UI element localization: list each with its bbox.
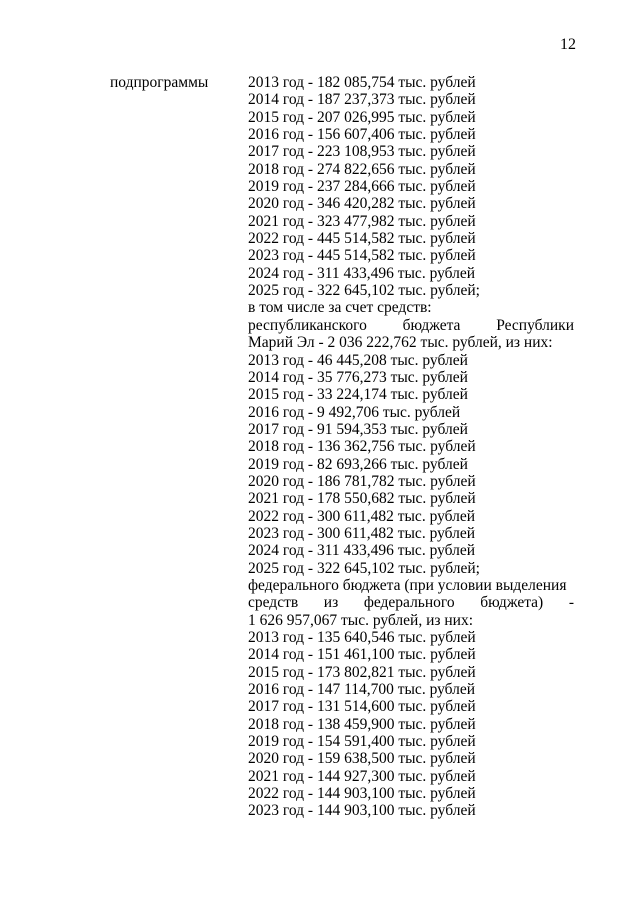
republican-year-line: 2023 год - 300 611,482 тыс. рублей (248, 524, 476, 542)
republican-year-line: 2022 год - 300 611,482 тыс. рублей (248, 507, 476, 525)
heading-word: - (568, 594, 574, 612)
republican-year-line: 2015 год - 33 224,174 тыс. рублей (248, 386, 468, 404)
heading-word: средств (248, 594, 299, 612)
total-year-line: 2016 год - 156 607,406 тыс. рублей (248, 126, 476, 144)
federal-year-line: 2015 год - 173 802,821 тыс. рублей (248, 663, 476, 681)
republican-year-line: 2024 год - 311 433,496 тыс. рублей (248, 542, 476, 560)
federal-heading-line3: 1 626 957,067 тыс. рублей, из них: (248, 611, 474, 629)
total-year-line: 2022 год - 445 514,582 тыс. рублей (248, 230, 476, 248)
republican-year-line: 2016 год - 9 492,706 тыс. рублей (248, 403, 461, 421)
total-year-line: 2025 год - 322 645,102 тыс. рублей; (248, 282, 480, 300)
federal-year-line: 2022 год - 144 903,100 тыс. рублей (248, 785, 476, 803)
republican-year-line: 2020 год - 186 781,782 тыс. рублей (248, 472, 476, 490)
including-heading: в том числе за счет средств: (248, 299, 432, 317)
total-year-line: 2013 год - 182 085,754 тыс. рублей (248, 74, 476, 91)
federal-year-line: 2013 год - 135 640,546 тыс. рублей (248, 629, 476, 646)
federal-year-line: 2020 год - 159 638,500 тыс. рублей (248, 750, 476, 768)
republican-budget-section (248, 317, 574, 577)
total-funding-list (248, 74, 574, 299)
heading-word: бюджета) (480, 594, 544, 612)
federal-year-line: 2014 год - 151 461,100 тыс. рублей (248, 646, 476, 664)
federal-budget-section (248, 577, 574, 820)
total-year-line: 2018 год - 274 822,656 тыс. рублей (248, 160, 476, 178)
heading-word: бюджета (402, 316, 461, 334)
republican-year-line: 2014 год - 35 776,273 тыс. рублей (248, 368, 468, 386)
federal-heading-line2 (248, 594, 574, 611)
republican-year-line: 2017 год - 91 594,353 тыс. рублей (248, 420, 468, 438)
total-year-line: 2023 год - 445 514,582 тыс. рублей (248, 247, 476, 265)
republican-heading-line1 (248, 317, 574, 334)
heading-word: из (323, 594, 339, 612)
total-year-line: 2021 год - 323 477,982 тыс. рублей (248, 212, 476, 230)
funding-content (248, 74, 574, 820)
federal-year-line: 2017 год - 131 514,600 тыс. рублей (248, 698, 476, 716)
total-year-line: 2020 год - 346 420,282 тыс. рублей (248, 195, 476, 213)
total-year-line: 2019 год - 237 284,666 тыс. рублей (248, 178, 476, 196)
federal-year-line: 2016 год - 147 114,700 тыс. рублей (248, 681, 476, 699)
federal-heading-line1: федерального бюджета (при условии выделения (248, 576, 567, 594)
total-year-line: 2015 год - 207 026,995 тыс. рублей (248, 108, 476, 126)
federal-year-line: 2021 год - 144 927,300 тыс. рублей (248, 767, 476, 785)
total-year-line: 2024 год - 311 433,496 тыс. рублей (248, 264, 476, 282)
federal-year-line: 2018 год - 138 459,900 тыс. рублей (248, 715, 476, 733)
row-label: подпрограммы (110, 74, 209, 91)
page-number: 12 (560, 36, 576, 53)
republican-year-line: 2025 год - 322 645,102 тыс. рублей; (248, 559, 480, 577)
heading-word: федерального (363, 594, 455, 612)
heading-word: Республики (496, 316, 574, 334)
republican-year-line: 2013 год - 46 445,208 тыс. рублей (248, 351, 468, 369)
total-year-line: 2017 год - 223 108,953 тыс. рублей (248, 143, 476, 161)
republican-year-line: 2021 год - 178 550,682 тыс. рублей (248, 490, 476, 508)
total-year-line: 2014 год - 187 237,373 тыс. рублей (248, 91, 476, 109)
republican-heading-line2: Марий Эл - 2 036 222,762 тыс. рублей, из них: (248, 334, 553, 352)
federal-year-line: 2023 год - 144 903,100 тыс. рублей (248, 802, 476, 820)
heading-word: республиканского (248, 316, 367, 334)
federal-year-line: 2019 год - 154 591,400 тыс. рублей (248, 733, 476, 751)
republican-year-line: 2018 год - 136 362,756 тыс. рублей (248, 438, 476, 456)
republican-year-line: 2019 год - 82 693,266 тыс. рублей (248, 455, 468, 473)
